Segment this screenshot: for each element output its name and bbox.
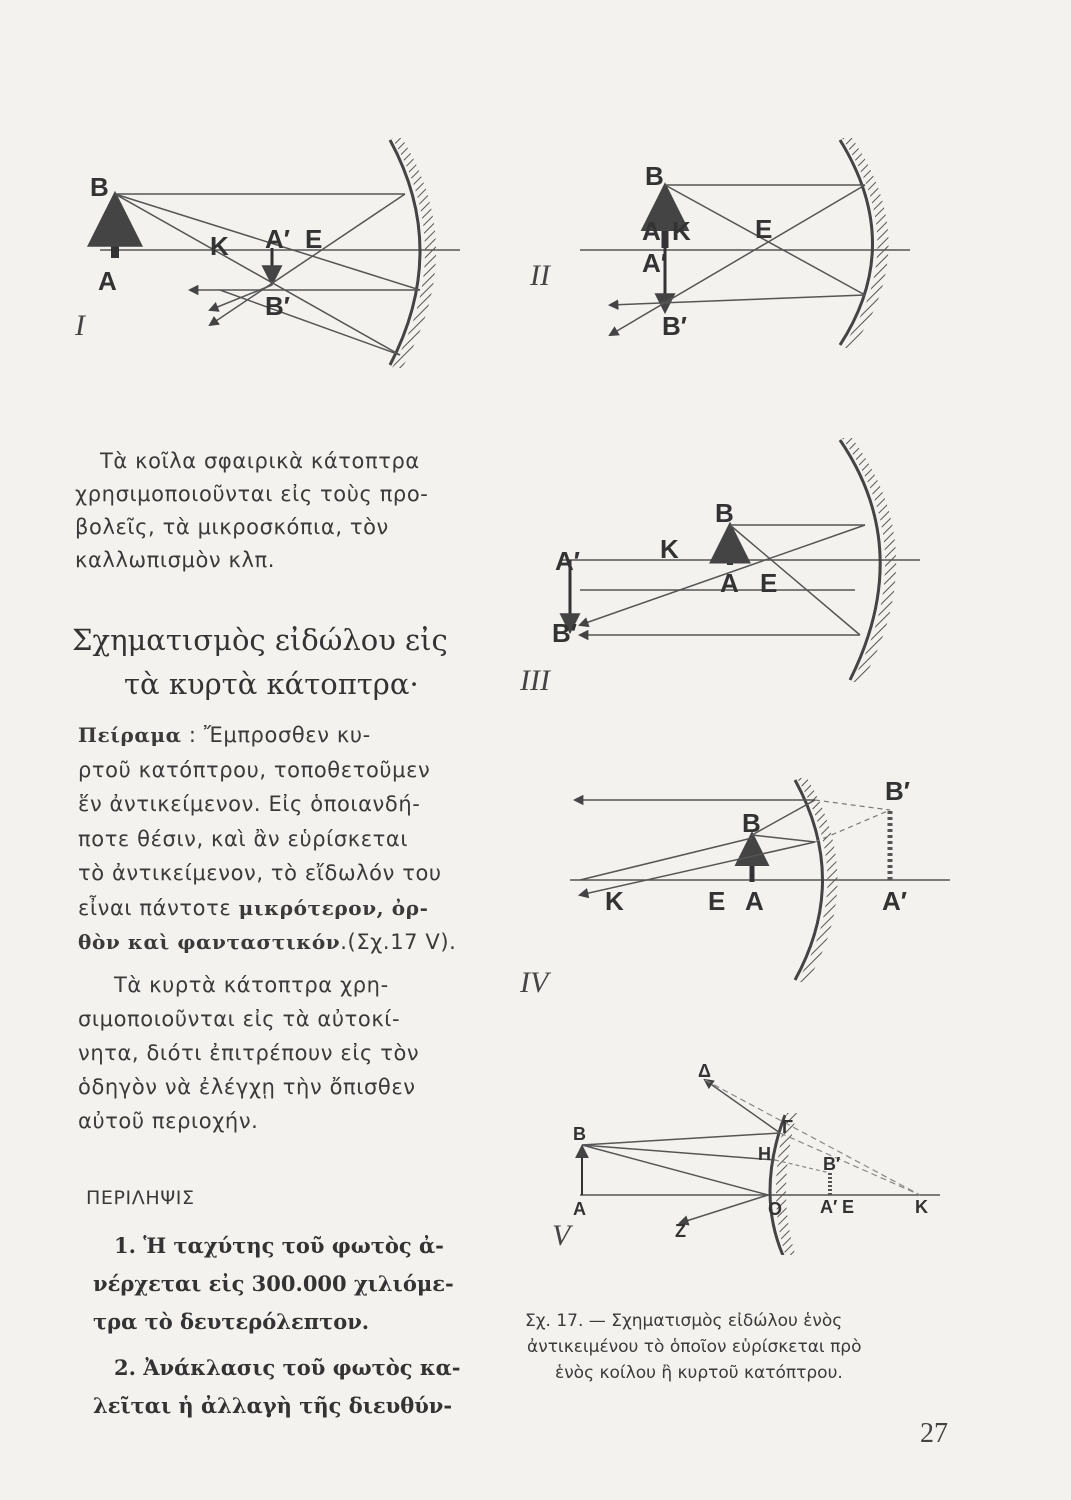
- page-number: 27: [920, 1418, 948, 1449]
- text-line: τὸ ἀντικείμενον, τὸ εἴδωλόν του: [78, 861, 442, 885]
- text-line: Τὰ κυρτὰ κάτοπτρα χρη-: [114, 973, 389, 997]
- caption-line: Σχ. 17. — Σχηματισμὸς εἰδώλου ἑνὸς: [525, 1311, 843, 1331]
- text-line: ὁδηγὸν νὰ ἐλέγχῃ τὴν ὄπισθεν: [78, 1075, 416, 1099]
- label-A: A: [745, 886, 764, 916]
- caption-line: ἀντικειμένου τὸ ὁποῖον εὑρίσκεται πρὸ: [527, 1337, 862, 1357]
- text-line: νέρχεται εἰς 300.000 χιλιόμε-: [93, 1271, 454, 1296]
- heading-line: Σχηματισμὸς εἰδώλου εἰς: [72, 623, 448, 657]
- summary-item-1: [78, 1227, 498, 1341]
- caption-line: ἑνὸς κοίλου ἢ κυρτοῦ κατόπτρου.: [555, 1363, 843, 1383]
- text-line: .(Σχ.17 V).: [340, 930, 457, 954]
- figure-3: [520, 430, 930, 700]
- label-Gamma: Γ: [782, 1117, 793, 1137]
- label-B: B: [645, 161, 664, 191]
- figure-number: IV: [520, 966, 549, 999]
- label-E: E: [842, 1197, 855, 1217]
- label-K: K: [672, 216, 691, 246]
- figure-2: [520, 130, 920, 360]
- label-A-prime: A′: [265, 224, 291, 254]
- figure-number: V: [552, 1219, 571, 1252]
- label-E: E: [305, 224, 323, 254]
- text-line: βολεῖς, τὰ μικροσκόπια, τὸν: [75, 515, 389, 539]
- label-E: E: [760, 568, 778, 598]
- emphasis: μικρότερον, ὀρ-: [238, 895, 429, 920]
- figure-1: [60, 130, 480, 380]
- label-Delta: Δ: [698, 1061, 711, 1081]
- label-E: E: [755, 214, 773, 244]
- text-line: νητα, διότι ἐπιτρέπουν εἰς τὸν: [78, 1041, 420, 1065]
- label-K: K: [605, 886, 624, 916]
- text-line: 1. Ἡ ταχύτης τοῦ φωτὸς ἀ-: [114, 1233, 444, 1258]
- label-B-prime: B′: [823, 1154, 841, 1174]
- label-E: E: [708, 886, 726, 916]
- text-line: ρτοῦ κατόπτρου, τοποθετοῦμεν: [78, 757, 431, 782]
- label-A-prime: A′: [820, 1197, 838, 1217]
- label-A: A: [642, 216, 661, 246]
- section-heading: [72, 618, 482, 706]
- text-line: χρησιμοποιοῦνται εἰς τοὺς προ-: [75, 482, 429, 506]
- figure-caption: [525, 1308, 965, 1386]
- heading-line: τὰ κυρτὰ κάτοπτρα·: [124, 667, 419, 701]
- experiment-sep: :: [181, 723, 204, 747]
- label-B: B: [90, 172, 109, 202]
- figure-number: III: [520, 664, 550, 697]
- label-K: K: [210, 231, 229, 261]
- figure-5: [540, 1055, 950, 1255]
- label-B: B: [742, 808, 761, 838]
- label-K: K: [660, 534, 679, 564]
- label-A-prime: A′: [555, 546, 581, 576]
- text-line: καλλωπισμὸν κλπ.: [75, 548, 276, 572]
- experiment-paragraph: [78, 718, 498, 960]
- text-line: αὐτοῦ περιοχήν.: [78, 1109, 259, 1133]
- convex-uses-paragraph: [78, 968, 498, 1138]
- figure-number: I: [75, 309, 85, 342]
- summary-section: [78, 1182, 498, 1425]
- text-line: 2. Ἀνάκλασις τοῦ φωτὸς κα-: [114, 1355, 461, 1380]
- label-B-prime: B′: [662, 311, 688, 341]
- label-B-prime: B′: [552, 618, 578, 648]
- label-H: H: [758, 1144, 771, 1164]
- label-K: K: [915, 1197, 928, 1217]
- figure-number: II: [530, 259, 550, 292]
- summary-title: ΠΕΡΙΛΗΨΙΣ: [86, 1187, 195, 1209]
- label-A-prime: A′: [642, 248, 668, 278]
- text-line: τρα τὸ δευτερόλεπτον.: [93, 1309, 370, 1334]
- emphasis: θὸν καὶ φανταστικόν: [78, 930, 341, 954]
- text-line: σιμοποιοῦνται εἰς τὰ αὐτοκί-: [78, 1007, 401, 1031]
- label-A: A: [573, 1199, 586, 1219]
- text-line: Τὰ κοῖλα σφαιρικὰ κάτοπτρα: [100, 449, 420, 473]
- figure-4: [520, 770, 960, 1000]
- text-line: Ἔμπροσθεν κυ-: [203, 723, 371, 747]
- label-A-prime: A′: [882, 886, 908, 916]
- label-B: B: [573, 1124, 586, 1144]
- experiment-label: Πείραμα: [78, 723, 182, 747]
- label-O: O: [768, 1199, 783, 1219]
- text-line: ἕν ἀντικείμενον. Εἰς ὁποιανδή-: [78, 792, 421, 816]
- label-A: A: [98, 266, 117, 296]
- label-A: A: [720, 568, 739, 598]
- summary-item-2: [78, 1349, 498, 1425]
- text-line: ποτε θέσιν, καὶ ἂν εὑρίσκεται: [78, 826, 409, 851]
- label-Z: Z: [675, 1221, 686, 1241]
- text-line: εἶναι πάντοτε: [78, 895, 239, 920]
- label-B-prime: B′: [885, 776, 911, 806]
- label-B: B: [715, 498, 734, 528]
- concave-uses-paragraph: [75, 445, 490, 577]
- text-line: λεῖται ἡ ἀλλαγὴ τῆς διευθύν-: [93, 1393, 453, 1418]
- label-B-prime: B′: [265, 291, 291, 321]
